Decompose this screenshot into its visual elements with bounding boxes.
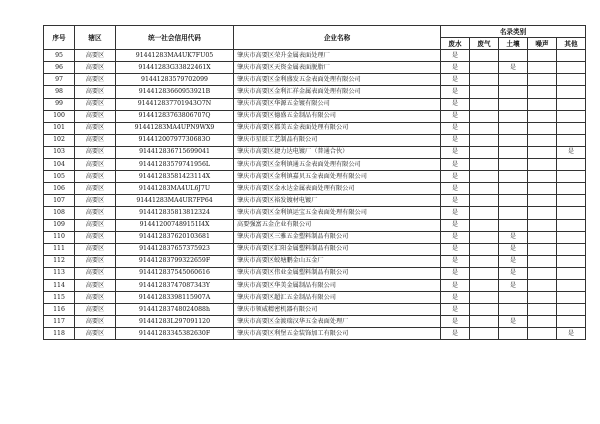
cell-seq: 103 bbox=[44, 146, 75, 158]
table-row bbox=[44, 159, 586, 171]
cell-other bbox=[557, 304, 586, 316]
cell-soil bbox=[499, 292, 528, 304]
cell-district: 高要区 bbox=[75, 110, 116, 122]
cell-other bbox=[557, 231, 586, 243]
cell-credit-code: 914412837545060616 bbox=[116, 267, 234, 279]
cell-district: 高要区 bbox=[75, 74, 116, 86]
cell-waste-gas bbox=[470, 183, 499, 195]
cell-waste-gas bbox=[470, 316, 499, 328]
cell-seq: 107 bbox=[44, 195, 75, 207]
cell-wastewater: 是 bbox=[441, 195, 470, 207]
cell-waste-gas bbox=[470, 74, 499, 86]
cell-district: 高要区 bbox=[75, 304, 116, 316]
cell-credit-code: 91441283345382630F bbox=[116, 328, 234, 340]
cell-noise bbox=[528, 74, 557, 86]
cell-waste-gas bbox=[470, 267, 499, 279]
cell-wastewater: 是 bbox=[441, 328, 470, 340]
col-header-noise: 噪声 bbox=[528, 38, 557, 50]
cell-district: 高要区 bbox=[75, 62, 116, 74]
cell-soil bbox=[499, 159, 528, 171]
cell-other bbox=[557, 110, 586, 122]
cell-company-name: 肇庆市高要区德盛五金制品有限公司 bbox=[234, 110, 441, 122]
cell-seq: 97 bbox=[44, 74, 75, 86]
cell-company-name: 肇庆市领威精密机器有限公司 bbox=[234, 304, 441, 316]
cell-seq: 114 bbox=[44, 279, 75, 291]
cell-soil bbox=[499, 304, 528, 316]
cell-other bbox=[557, 267, 586, 279]
cell-other bbox=[557, 122, 586, 134]
col-header-category-group: 名录类别 bbox=[441, 26, 586, 38]
cell-district: 高要区 bbox=[75, 159, 116, 171]
cell-wastewater: 是 bbox=[441, 316, 470, 328]
cell-credit-code: 914412837657375923 bbox=[116, 243, 234, 255]
table-row bbox=[44, 171, 586, 183]
cell-wastewater: 是 bbox=[441, 267, 470, 279]
cell-credit-code: 91441283579741956L bbox=[116, 159, 234, 171]
cell-other bbox=[557, 219, 586, 231]
cell-wastewater: 是 bbox=[441, 122, 470, 134]
registry-sheet bbox=[43, 25, 586, 340]
cell-noise bbox=[528, 159, 557, 171]
cell-seq: 102 bbox=[44, 134, 75, 146]
table-row bbox=[44, 243, 586, 255]
cell-district: 高要区 bbox=[75, 171, 116, 183]
cell-company-name: 肇庆市高要区汇阳金属塑料制品有限公司 bbox=[234, 243, 441, 255]
cell-soil: 是 bbox=[499, 267, 528, 279]
cell-noise bbox=[528, 171, 557, 183]
cell-wastewater: 是 bbox=[441, 207, 470, 219]
cell-waste-gas bbox=[470, 219, 499, 231]
table-row bbox=[44, 292, 586, 304]
cell-company-name: 肇庆市星辰工艺制品有限公司 bbox=[234, 134, 441, 146]
cell-waste-gas bbox=[470, 207, 499, 219]
cell-credit-code: 91441283581423114X bbox=[116, 171, 234, 183]
table-row bbox=[44, 255, 586, 267]
cell-wastewater: 是 bbox=[441, 50, 470, 62]
cell-noise bbox=[528, 62, 557, 74]
cell-noise bbox=[528, 328, 557, 340]
cell-seq: 116 bbox=[44, 304, 75, 316]
cell-other: 是 bbox=[557, 146, 586, 158]
cell-soil bbox=[499, 183, 528, 195]
cell-noise bbox=[528, 98, 557, 110]
cell-waste-gas bbox=[470, 98, 499, 110]
table-row bbox=[44, 231, 586, 243]
cell-credit-code: 91441283660953921B bbox=[116, 86, 234, 98]
cell-soil bbox=[499, 195, 528, 207]
cell-other bbox=[557, 243, 586, 255]
col-header-waste-gas: 废气 bbox=[470, 38, 499, 50]
cell-company-name: 肇庆市高要区华源五金镀有限公司 bbox=[234, 98, 441, 110]
cell-wastewater: 是 bbox=[441, 183, 470, 195]
cell-company-name: 肇庆市高要区利堡五金装饰加工有限公司 bbox=[234, 328, 441, 340]
cell-credit-code: 91441283MA4UPN9WX9 bbox=[116, 122, 234, 134]
cell-waste-gas bbox=[470, 231, 499, 243]
table-row bbox=[44, 122, 586, 134]
table-row bbox=[44, 74, 586, 86]
cell-company-name: 肇庆市高要区金利盛发五金表面处理有限公司 bbox=[234, 74, 441, 86]
table-row bbox=[44, 207, 586, 219]
table-row bbox=[44, 328, 586, 340]
cell-seq: 105 bbox=[44, 171, 75, 183]
cell-noise bbox=[528, 207, 557, 219]
cell-soil bbox=[499, 146, 528, 158]
cell-seq: 100 bbox=[44, 110, 75, 122]
cell-credit-code: 91441283747087343Y bbox=[116, 279, 234, 291]
cell-noise bbox=[528, 183, 557, 195]
cell-district: 高要区 bbox=[75, 134, 116, 146]
cell-company-name: 肇庆市高要区金永达金属表面处理有限公司 bbox=[234, 183, 441, 195]
cell-waste-gas bbox=[470, 255, 499, 267]
cell-company-name: 肇庆市高要区荣升金属表面处理厂 bbox=[234, 50, 441, 62]
col-header-district: 辖区 bbox=[75, 26, 116, 50]
header-row-top bbox=[44, 26, 586, 38]
cell-credit-code: 91441283579702099 bbox=[116, 74, 234, 86]
cell-noise bbox=[528, 86, 557, 98]
cell-credit-code: 91441200797730683O bbox=[116, 134, 234, 146]
cell-company-name: 肇庆市高要区伟业金属塑料制品有限公司 bbox=[234, 267, 441, 279]
cell-soil bbox=[499, 122, 528, 134]
cell-other bbox=[557, 159, 586, 171]
cell-soil bbox=[499, 134, 528, 146]
cell-company-name: 肇庆市高要区都美五金表面处理有限公司 bbox=[234, 122, 441, 134]
cell-soil: 是 bbox=[499, 243, 528, 255]
cell-noise bbox=[528, 50, 557, 62]
cell-credit-code: 914412835813812324 bbox=[116, 207, 234, 219]
cell-soil bbox=[499, 171, 528, 183]
cell-company-name: 高要强富五金企业有限公司 bbox=[234, 219, 441, 231]
col-header-wastewater: 废水 bbox=[441, 38, 470, 50]
cell-wastewater: 是 bbox=[441, 243, 470, 255]
cell-noise bbox=[528, 279, 557, 291]
cell-wastewater: 是 bbox=[441, 304, 470, 316]
cell-seq: 113 bbox=[44, 267, 75, 279]
table-row bbox=[44, 146, 586, 158]
cell-district: 高要区 bbox=[75, 98, 116, 110]
cell-other bbox=[557, 279, 586, 291]
cell-wastewater: 是 bbox=[441, 86, 470, 98]
col-header-company: 企业名称 bbox=[234, 26, 441, 50]
cell-other bbox=[557, 62, 586, 74]
cell-credit-code: 91441283MA4UK7FU05 bbox=[116, 50, 234, 62]
cell-credit-code: 914412007489151I4X bbox=[116, 219, 234, 231]
cell-seq: 110 bbox=[44, 231, 75, 243]
cell-credit-code: 91441283MA4UL6J7U bbox=[116, 183, 234, 195]
cell-waste-gas bbox=[470, 122, 499, 134]
cell-other bbox=[557, 86, 586, 98]
col-header-other: 其他 bbox=[557, 38, 586, 50]
cell-credit-code: 91441283763806707Q bbox=[116, 110, 234, 122]
cell-credit-code: 91441283MA4UR7FP64 bbox=[116, 195, 234, 207]
cell-waste-gas bbox=[470, 304, 499, 316]
cell-district: 高要区 bbox=[75, 255, 116, 267]
cell-seq: 95 bbox=[44, 50, 75, 62]
cell-district: 高要区 bbox=[75, 86, 116, 98]
cell-district: 高要区 bbox=[75, 146, 116, 158]
table-row bbox=[44, 110, 586, 122]
cell-soil bbox=[499, 328, 528, 340]
cell-noise bbox=[528, 255, 557, 267]
table-row bbox=[44, 267, 586, 279]
cell-noise bbox=[528, 267, 557, 279]
cell-waste-gas bbox=[470, 134, 499, 146]
cell-noise bbox=[528, 304, 557, 316]
cell-waste-gas bbox=[470, 86, 499, 98]
cell-credit-code: 91441283G33822461X bbox=[116, 62, 234, 74]
cell-credit-code: 91441283L297091120 bbox=[116, 316, 234, 328]
cell-other bbox=[557, 134, 586, 146]
cell-soil bbox=[499, 219, 528, 231]
col-header-seq: 序号 bbox=[44, 26, 75, 50]
cell-district: 高要区 bbox=[75, 195, 116, 207]
cell-wastewater: 是 bbox=[441, 110, 470, 122]
cell-soil bbox=[499, 74, 528, 86]
cell-soil: 是 bbox=[499, 316, 528, 328]
cell-wastewater: 是 bbox=[441, 171, 470, 183]
cell-noise bbox=[528, 146, 557, 158]
cell-wastewater: 是 bbox=[441, 159, 470, 171]
cell-wastewater: 是 bbox=[441, 134, 470, 146]
cell-noise bbox=[528, 110, 557, 122]
cell-district: 高要区 bbox=[75, 267, 116, 279]
cell-waste-gas bbox=[470, 328, 499, 340]
cell-soil: 是 bbox=[499, 255, 528, 267]
cell-company-name: 肇庆市高要区蛟塘鹏金山五金厂 bbox=[234, 255, 441, 267]
cell-district: 高要区 bbox=[75, 292, 116, 304]
cell-other bbox=[557, 74, 586, 86]
table-row bbox=[44, 279, 586, 291]
cell-company-name: 肇庆市高要区金利镇嘉贝五金表面处理有限公司 bbox=[234, 171, 441, 183]
cell-other bbox=[557, 292, 586, 304]
cell-seq: 108 bbox=[44, 207, 75, 219]
cell-credit-code: 914412836715699041 bbox=[116, 146, 234, 158]
cell-other bbox=[557, 195, 586, 207]
table-row bbox=[44, 86, 586, 98]
cell-soil bbox=[499, 98, 528, 110]
cell-wastewater: 是 bbox=[441, 231, 470, 243]
cell-seq: 109 bbox=[44, 219, 75, 231]
cell-waste-gas bbox=[470, 50, 499, 62]
cell-wastewater: 是 bbox=[441, 292, 470, 304]
cell-seq: 115 bbox=[44, 292, 75, 304]
cell-soil: 是 bbox=[499, 279, 528, 291]
cell-company-name: 肇庆市高要区超汇五金制品有限公司 bbox=[234, 292, 441, 304]
registry-table bbox=[43, 25, 586, 340]
cell-company-name: 肇庆市高要区金利镇通五金表面处理有限公司 bbox=[234, 159, 441, 171]
cell-noise bbox=[528, 219, 557, 231]
cell-noise bbox=[528, 292, 557, 304]
table-row bbox=[44, 134, 586, 146]
cell-soil bbox=[499, 86, 528, 98]
cell-wastewater: 是 bbox=[441, 74, 470, 86]
cell-seq: 112 bbox=[44, 255, 75, 267]
cell-district: 高要区 bbox=[75, 207, 116, 219]
cell-soil: 是 bbox=[499, 231, 528, 243]
cell-waste-gas bbox=[470, 195, 499, 207]
cell-credit-code: 914412837701943O7N bbox=[116, 98, 234, 110]
cell-soil bbox=[499, 50, 528, 62]
cell-seq: 117 bbox=[44, 316, 75, 328]
table-row bbox=[44, 50, 586, 62]
table-row bbox=[44, 98, 586, 110]
cell-company-name: 肇庆市高要区金渡瑞汉华五金表面处理厂 bbox=[234, 316, 441, 328]
cell-wastewater: 是 bbox=[441, 62, 470, 74]
cell-soil: 是 bbox=[499, 62, 528, 74]
cell-seq: 101 bbox=[44, 122, 75, 134]
col-header-soil: 土壤 bbox=[499, 38, 528, 50]
cell-company-name: 肇庆市高要区金利汇祥金属表面处理有限公司 bbox=[234, 86, 441, 98]
cell-soil bbox=[499, 110, 528, 122]
cell-other bbox=[557, 207, 586, 219]
cell-seq: 106 bbox=[44, 183, 75, 195]
cell-credit-code: 914412837620103681 bbox=[116, 231, 234, 243]
cell-company-name: 肇庆市高要区金利镇运宝五金表面处理有限公司 bbox=[234, 207, 441, 219]
cell-other bbox=[557, 98, 586, 110]
cell-other bbox=[557, 171, 586, 183]
cell-other bbox=[557, 183, 586, 195]
cell-company-name: 肇庆市高要区捷力达电镀厂（普通合伙） bbox=[234, 146, 441, 158]
col-header-code: 统一社会信用代码 bbox=[116, 26, 234, 50]
cell-wastewater: 是 bbox=[441, 255, 470, 267]
cell-other: 是 bbox=[557, 328, 586, 340]
cell-district: 高要区 bbox=[75, 328, 116, 340]
cell-seq: 118 bbox=[44, 328, 75, 340]
cell-seq: 111 bbox=[44, 243, 75, 255]
cell-company-name: 肇庆市高要区裕发镀材电镀厂 bbox=[234, 195, 441, 207]
cell-seq: 98 bbox=[44, 86, 75, 98]
cell-company-name: 肇庆市高要区三雅五金塑料制品有限公司 bbox=[234, 231, 441, 243]
table-row bbox=[44, 183, 586, 195]
registry-body bbox=[44, 50, 586, 340]
cell-noise bbox=[528, 243, 557, 255]
table-row bbox=[44, 62, 586, 74]
cell-waste-gas bbox=[470, 243, 499, 255]
cell-waste-gas bbox=[470, 171, 499, 183]
cell-credit-code: 91441283799322659F bbox=[116, 255, 234, 267]
cell-waste-gas bbox=[470, 62, 499, 74]
cell-noise bbox=[528, 122, 557, 134]
cell-company-name: 肇庆市高要区天资金属表面脱脂厂 bbox=[234, 62, 441, 74]
cell-district: 高要区 bbox=[75, 279, 116, 291]
cell-waste-gas bbox=[470, 110, 499, 122]
cell-seq: 96 bbox=[44, 62, 75, 74]
cell-district: 高要区 bbox=[75, 183, 116, 195]
cell-other bbox=[557, 316, 586, 328]
cell-district: 高要区 bbox=[75, 219, 116, 231]
cell-wastewater: 是 bbox=[441, 98, 470, 110]
cell-district: 高要区 bbox=[75, 243, 116, 255]
cell-wastewater: 是 bbox=[441, 146, 470, 158]
cell-credit-code: 91441283748024088h bbox=[116, 304, 234, 316]
cell-waste-gas bbox=[470, 279, 499, 291]
cell-other bbox=[557, 50, 586, 62]
cell-waste-gas bbox=[470, 292, 499, 304]
cell-credit-code: 91441283398115907A bbox=[116, 292, 234, 304]
cell-soil bbox=[499, 207, 528, 219]
cell-company-name: 肇庆市高要区华美金属制品有限公司 bbox=[234, 279, 441, 291]
cell-noise bbox=[528, 231, 557, 243]
cell-waste-gas bbox=[470, 146, 499, 158]
cell-seq: 99 bbox=[44, 98, 75, 110]
cell-district: 高要区 bbox=[75, 50, 116, 62]
cell-district: 高要区 bbox=[75, 316, 116, 328]
cell-wastewater: 是 bbox=[441, 279, 470, 291]
table-row bbox=[44, 195, 586, 207]
table-row bbox=[44, 316, 586, 328]
cell-district: 高要区 bbox=[75, 122, 116, 134]
cell-waste-gas bbox=[470, 159, 499, 171]
table-row bbox=[44, 304, 586, 316]
cell-noise bbox=[528, 316, 557, 328]
cell-noise bbox=[528, 195, 557, 207]
table-row bbox=[44, 219, 586, 231]
cell-other bbox=[557, 255, 586, 267]
cell-district: 高要区 bbox=[75, 231, 116, 243]
cell-seq: 104 bbox=[44, 159, 75, 171]
cell-noise bbox=[528, 134, 557, 146]
cell-wastewater: 是 bbox=[441, 219, 470, 231]
